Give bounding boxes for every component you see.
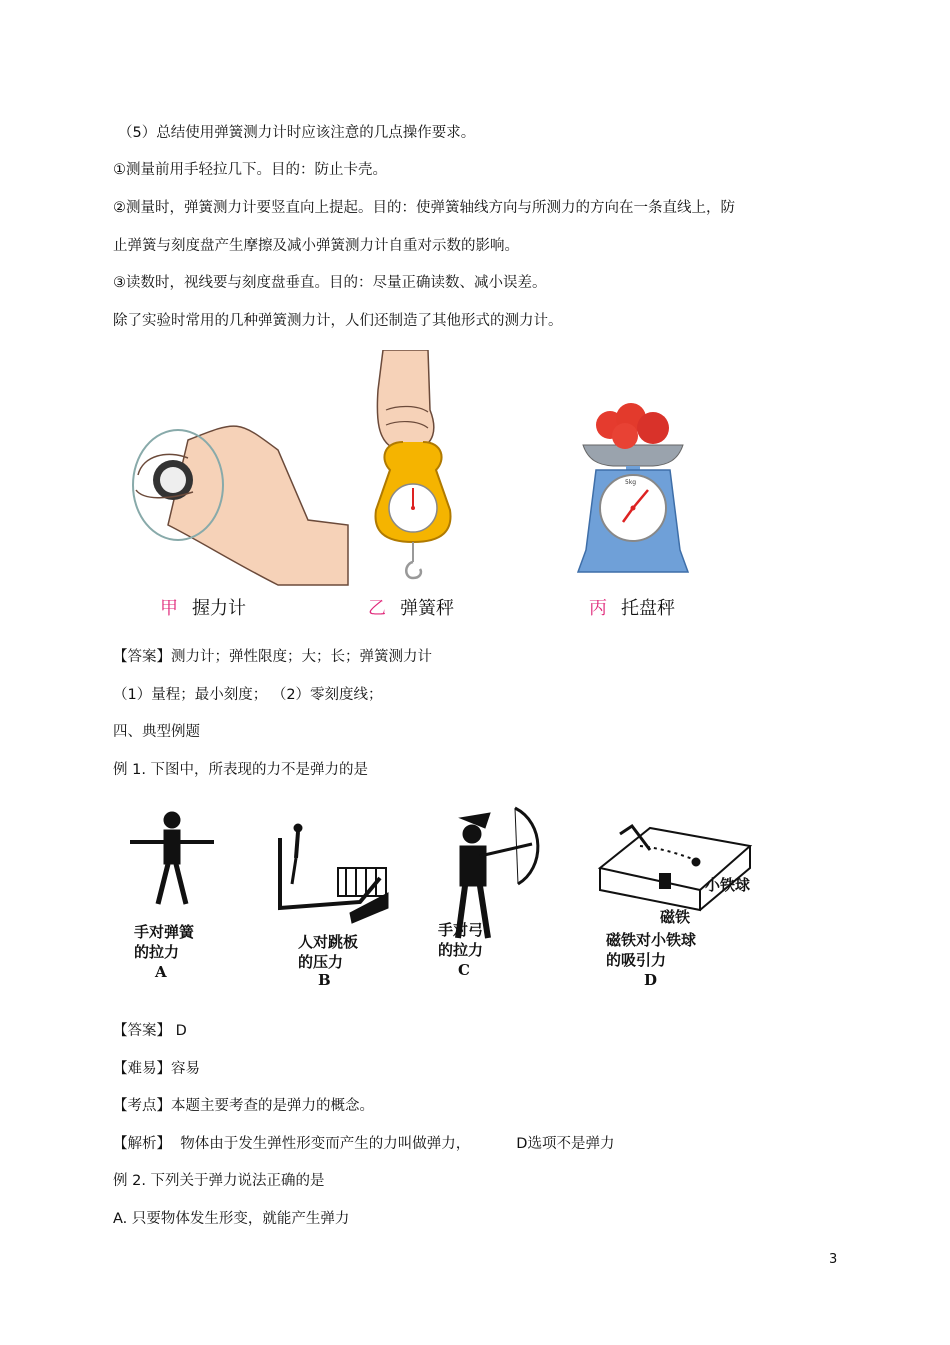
text-line-6: 除了实验时常用的几种弹簧测力计，人们还制造了其他形式的测力计。 (113, 313, 563, 329)
text-line-16: A. 只要物体发生形变，就能产生弹力 (113, 1211, 350, 1227)
force-meters-figure (128, 350, 706, 622)
text-line-1: （5）总结使用弹簧测力计时应该注意的几点操作要求。 (118, 125, 476, 141)
force-examples-illustration (120, 798, 780, 993)
label-a-line2: 的拉力 (134, 943, 180, 961)
scale-unit-label: 5kg (625, 479, 637, 486)
text-line-5: ③读数时，视线要与刻度盘垂直。目的：尽量正确读数、减小误差。 (113, 275, 547, 291)
page-number: 3 (829, 1252, 838, 1267)
caption-grip-meter (160, 594, 246, 620)
archer-drawing (458, 808, 538, 938)
caption-mark-yi: 乙 (368, 598, 386, 619)
text-line-12: 【难易】容易 (113, 1061, 200, 1077)
caption-mark-jia: 甲 (160, 598, 178, 619)
magnet-ball-drawing (600, 826, 750, 910)
platform-scale-drawing (578, 403, 688, 572)
text-line-13: 【考点】本题主要考查的是弹力的概念。 (113, 1098, 374, 1114)
text-line-7: 【答案】测力计；弹性限度；大；长；弹簧测力计 (113, 649, 432, 665)
grip-dynamometer-drawing (133, 426, 348, 585)
label-d-ball: 小铁球 (705, 876, 751, 894)
label-b-line2: 的压力 (298, 953, 344, 971)
text-line-2: ①测量前用手轻拉几下。目的：防止卡壳。 (113, 162, 387, 178)
text-line-3: ②测量时，弹簧测力计要竖直向上提起。目的：使弹簧轴线方向与所测力的方向在一条直线上，防 (113, 200, 735, 216)
force-examples-figure (120, 798, 780, 993)
label-d-line1: 磁铁对小铁球 (606, 931, 697, 949)
label-a-letter: A (155, 963, 167, 981)
caption-platform-scale (589, 594, 675, 620)
text-line-8: （1）量程；最小刻度； （2）零刻度线； (113, 687, 383, 703)
label-d-letter: D (644, 971, 658, 989)
label-d-line2: 的吸引力 (606, 951, 667, 969)
text-line-14: 【解析】 物体由于发生弹性形变而产生的力叫做弹力， D选项不是弹力 (113, 1136, 615, 1152)
diver-springboard-drawing (280, 824, 388, 923)
caption-mark-bing: 丙 (589, 598, 607, 619)
label-a-line1: 手对弹簧 (134, 923, 195, 941)
spring-balance-drawing (375, 350, 450, 578)
caption-name-spring: 弹簧秤 (400, 598, 454, 619)
force-meters-illustration (128, 350, 706, 622)
caption-name-grip: 握力计 (192, 598, 246, 619)
label-b-line1: 人对跳板 (298, 933, 359, 951)
text-line-4: 止弹簧与刻度盘产生摩擦及减小弹簧测力计自重对示数的影响。 (113, 238, 519, 254)
label-b-letter: B (318, 971, 331, 989)
stretching-man-drawing (130, 812, 214, 904)
label-c-letter: C (458, 961, 470, 979)
label-c-line1: 手对弓 (438, 921, 484, 939)
text-line-10: 例 1. 下图中，所表现的力不是弹力的是 (113, 762, 369, 778)
text-line-9: 四、典型例题 (113, 724, 200, 740)
label-c-line2: 的拉力 (438, 941, 484, 959)
text-line-11: 【答案】 D (113, 1023, 187, 1039)
caption-spring-balance (368, 594, 454, 620)
label-d-magnet: 磁铁 (660, 908, 691, 926)
caption-name-platform: 托盘秤 (621, 598, 675, 619)
text-line-15: 例 2. 下列关于弹力说法正确的是 (113, 1173, 325, 1189)
